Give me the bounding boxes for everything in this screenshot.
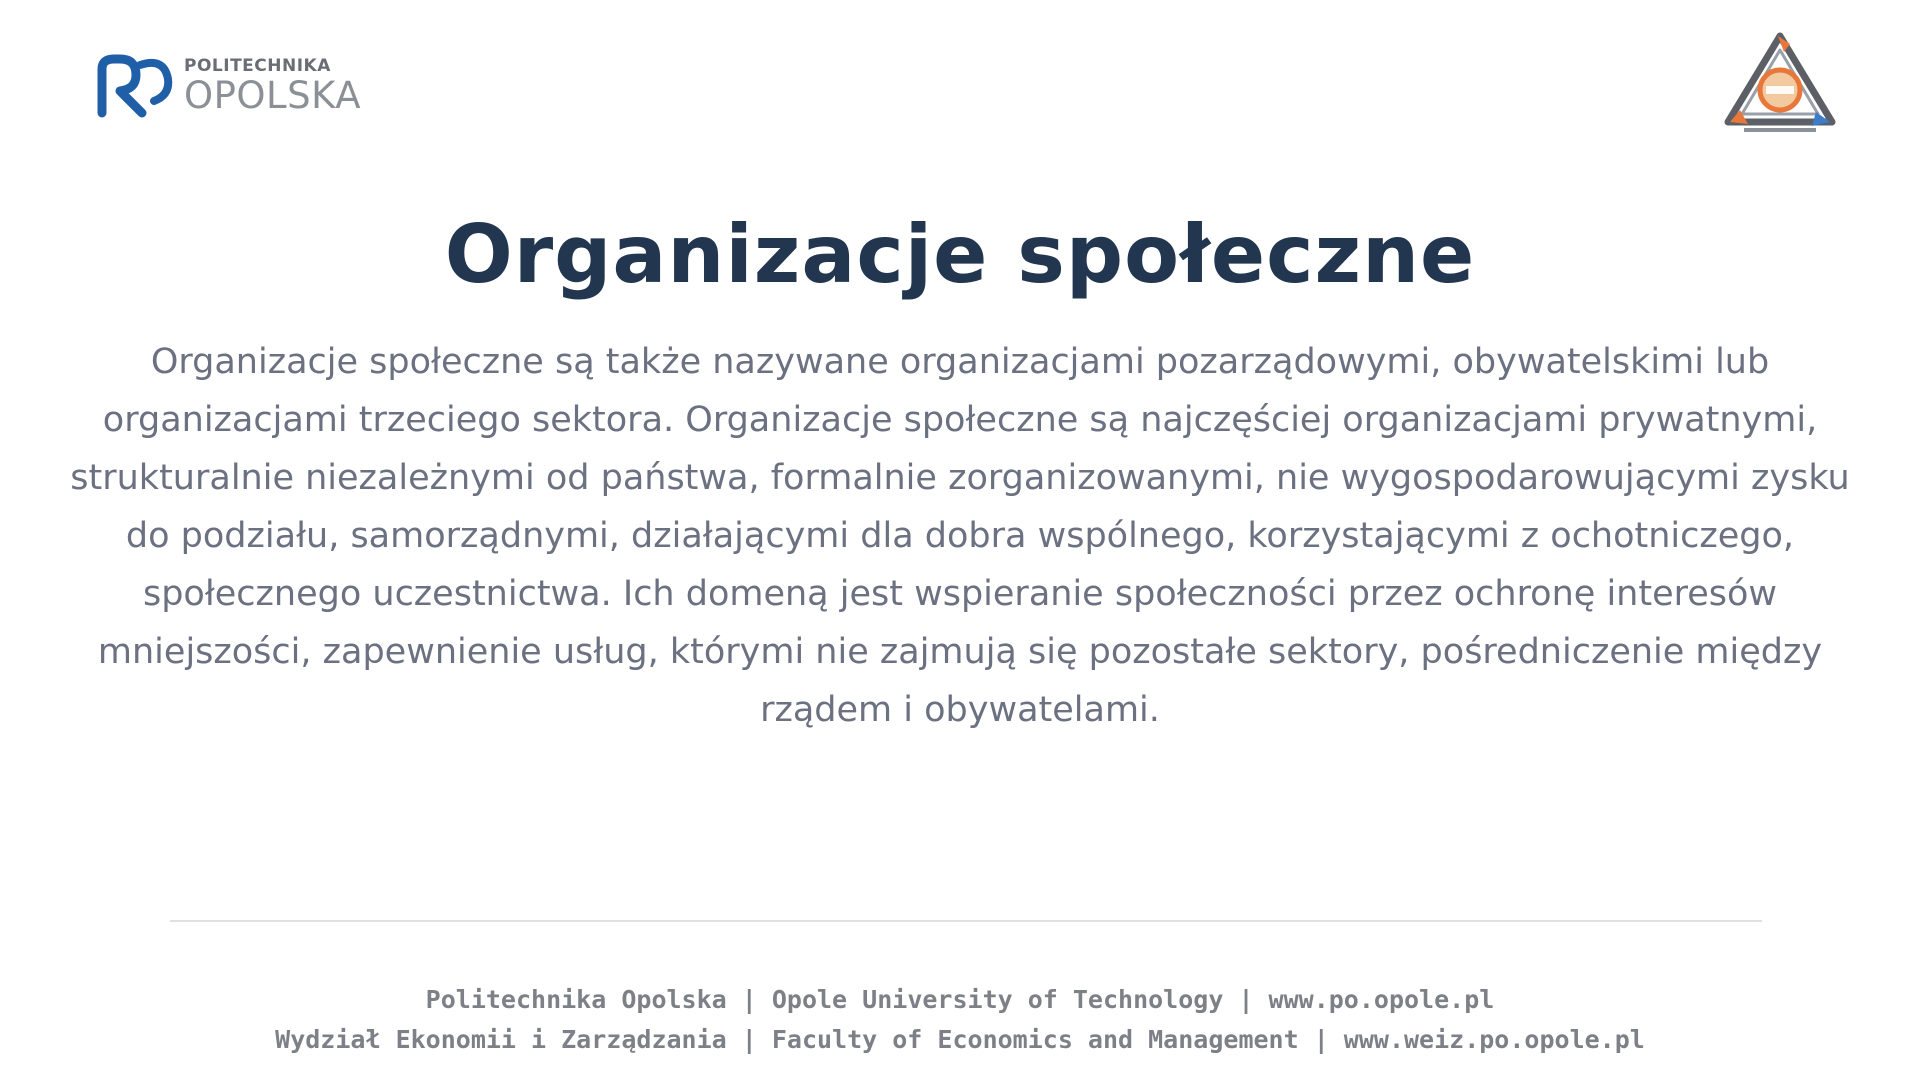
triangle-emblem-icon: [1720, 28, 1840, 138]
slide-title: Organizacje społeczne: [444, 208, 1476, 301]
faculty-emblem: [1720, 28, 1840, 138]
footer-line-faculty: Wydział Ekonomii i Zarządzania | Faculty of Economics and Management | www.weiz.po.opole.pl: [275, 1025, 1645, 1054]
footer-divider: [170, 920, 1762, 922]
logo-text-bottom: OPOLSKA: [184, 74, 362, 117]
university-logo: [92, 46, 382, 126]
logo-text-top: POLITECHNIKA: [184, 56, 331, 76]
footer-line-university: Politechnika Opolska | Opole University of Technology | www.po.opole.pl: [425, 985, 1495, 1014]
logo-wordmark: [184, 56, 362, 117]
slide-body-text: Organizacje społeczne są także nazywane organizacjami pozarządowymi, obywatelskimi lub organizacjami trzeciego sektora. Organizacje społeczne są najczęściej organizacjami prywatnymi, strukturalnie niezależnymi od państwa, formalnie zorganizowanymi, nie wygospodarowującymi zysku do podziału, samorządnymi, działającymi dla dobra wspólnego, korzystającymi z ochotniczego, społecznego uczestnictwa. Ich domeną jest wspieranie społeczności przez ochronę interesów mniejszości, zapewnienie usług, którymi nie zajmują się pozostałe sektory, pośredniczenie między rządem i obywatelami.: [70, 342, 1850, 730]
po-logo-icon: [92, 51, 174, 121]
